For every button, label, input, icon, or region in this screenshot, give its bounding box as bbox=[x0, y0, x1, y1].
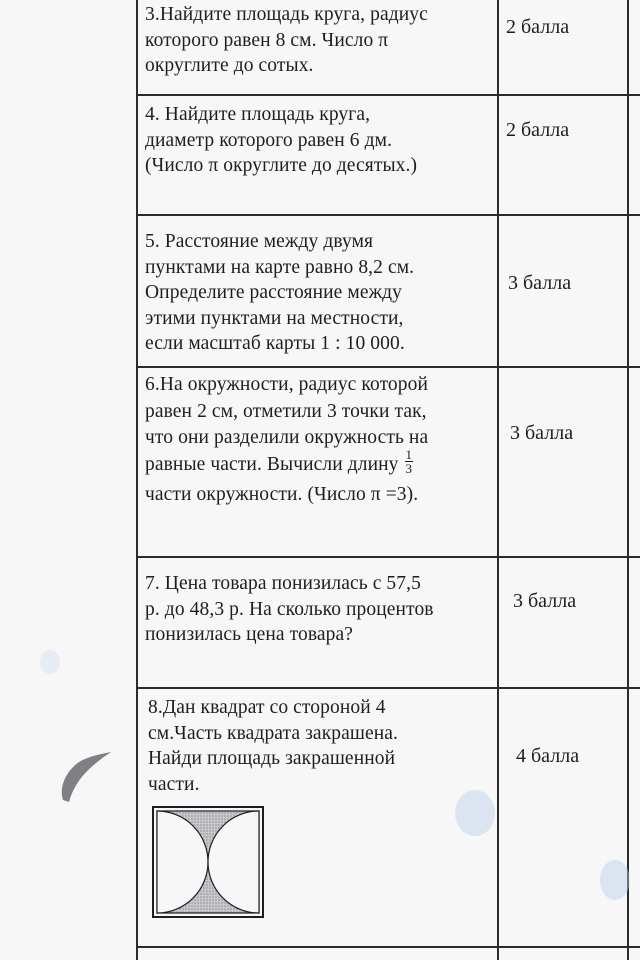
task-line: диаметр которого равен 6 дм. bbox=[145, 129, 393, 151]
fraction-numerator: 1 bbox=[405, 446, 413, 462]
task-line: что они разделили окружность на bbox=[145, 427, 429, 448]
task-line: части. bbox=[148, 773, 200, 795]
task-line: Определите расстояние между bbox=[145, 282, 403, 303]
task-6-text bbox=[145, 372, 495, 508]
task-6-points: 3 балла bbox=[510, 422, 574, 444]
task-line: (Число π округлите до десятых.) bbox=[145, 155, 418, 176]
task-line: пунктами на карте равно 8,2 см. bbox=[145, 256, 415, 278]
fraction-denominator: 3 bbox=[405, 460, 413, 476]
task-5-text bbox=[145, 229, 495, 357]
task-4-points: 2 балла bbox=[506, 119, 570, 141]
task-line: 6.На окружности, радиус которой bbox=[145, 374, 429, 395]
task-line: р. до 48,3 р. На сколько процентов bbox=[145, 598, 434, 620]
task-line: части окружности. (Число π =3). bbox=[145, 483, 419, 505]
ink-blot bbox=[600, 860, 630, 900]
task-3-text bbox=[145, 2, 495, 79]
table-column-divider bbox=[497, 0, 499, 960]
row-divider bbox=[136, 214, 640, 216]
table-left-border bbox=[136, 0, 138, 960]
task-8-points: 4 балла bbox=[516, 745, 580, 767]
pencil-smudge bbox=[55, 748, 115, 808]
task-line: если масштаб карты 1 : 10 000. bbox=[145, 333, 405, 354]
task-line: округлите до сотых. bbox=[145, 55, 314, 76]
task-8-text bbox=[148, 695, 498, 797]
task-line: 8.Дан квадрат со стороной 4 bbox=[148, 697, 386, 718]
task-4-text bbox=[145, 102, 495, 179]
square-figure bbox=[152, 806, 266, 920]
task-3-points: 2 балла bbox=[506, 16, 570, 38]
row-divider bbox=[136, 946, 640, 948]
task-line: которого равен 8 см. Число π bbox=[145, 29, 389, 51]
task-line bbox=[145, 446, 495, 482]
task-line: понизилась цена товара? bbox=[145, 624, 354, 645]
task-line: 7. Цена товара понизилась с 57,5 bbox=[145, 573, 421, 594]
task-line: этими пунктами на местности, bbox=[145, 307, 404, 329]
fraction-one-third bbox=[405, 448, 414, 475]
ink-blot bbox=[455, 790, 495, 836]
task-line-text: равные части. Вычисли длину bbox=[145, 453, 399, 475]
task-line: 3.Найдите площадь круга, радиус bbox=[145, 4, 428, 25]
task-7-points: 3 балла bbox=[513, 590, 577, 612]
task-line: Найди площадь закрашенной bbox=[148, 748, 396, 769]
row-divider bbox=[136, 94, 640, 96]
table-column-divider-right bbox=[627, 0, 629, 960]
row-divider bbox=[136, 556, 640, 558]
row-divider bbox=[136, 687, 640, 689]
task-line: см.Часть квадрата закрашена. bbox=[148, 722, 399, 744]
task-5-points: 3 балла bbox=[508, 272, 572, 294]
task-7-text bbox=[145, 571, 495, 648]
task-line: 4. Найдите площадь круга, bbox=[145, 104, 371, 125]
task-line: 5. Расстояние между двумя bbox=[145, 231, 374, 252]
row-divider bbox=[136, 366, 640, 368]
ink-blot bbox=[40, 650, 60, 674]
task-line: равен 2 см, отметили 3 точки так, bbox=[145, 400, 427, 422]
